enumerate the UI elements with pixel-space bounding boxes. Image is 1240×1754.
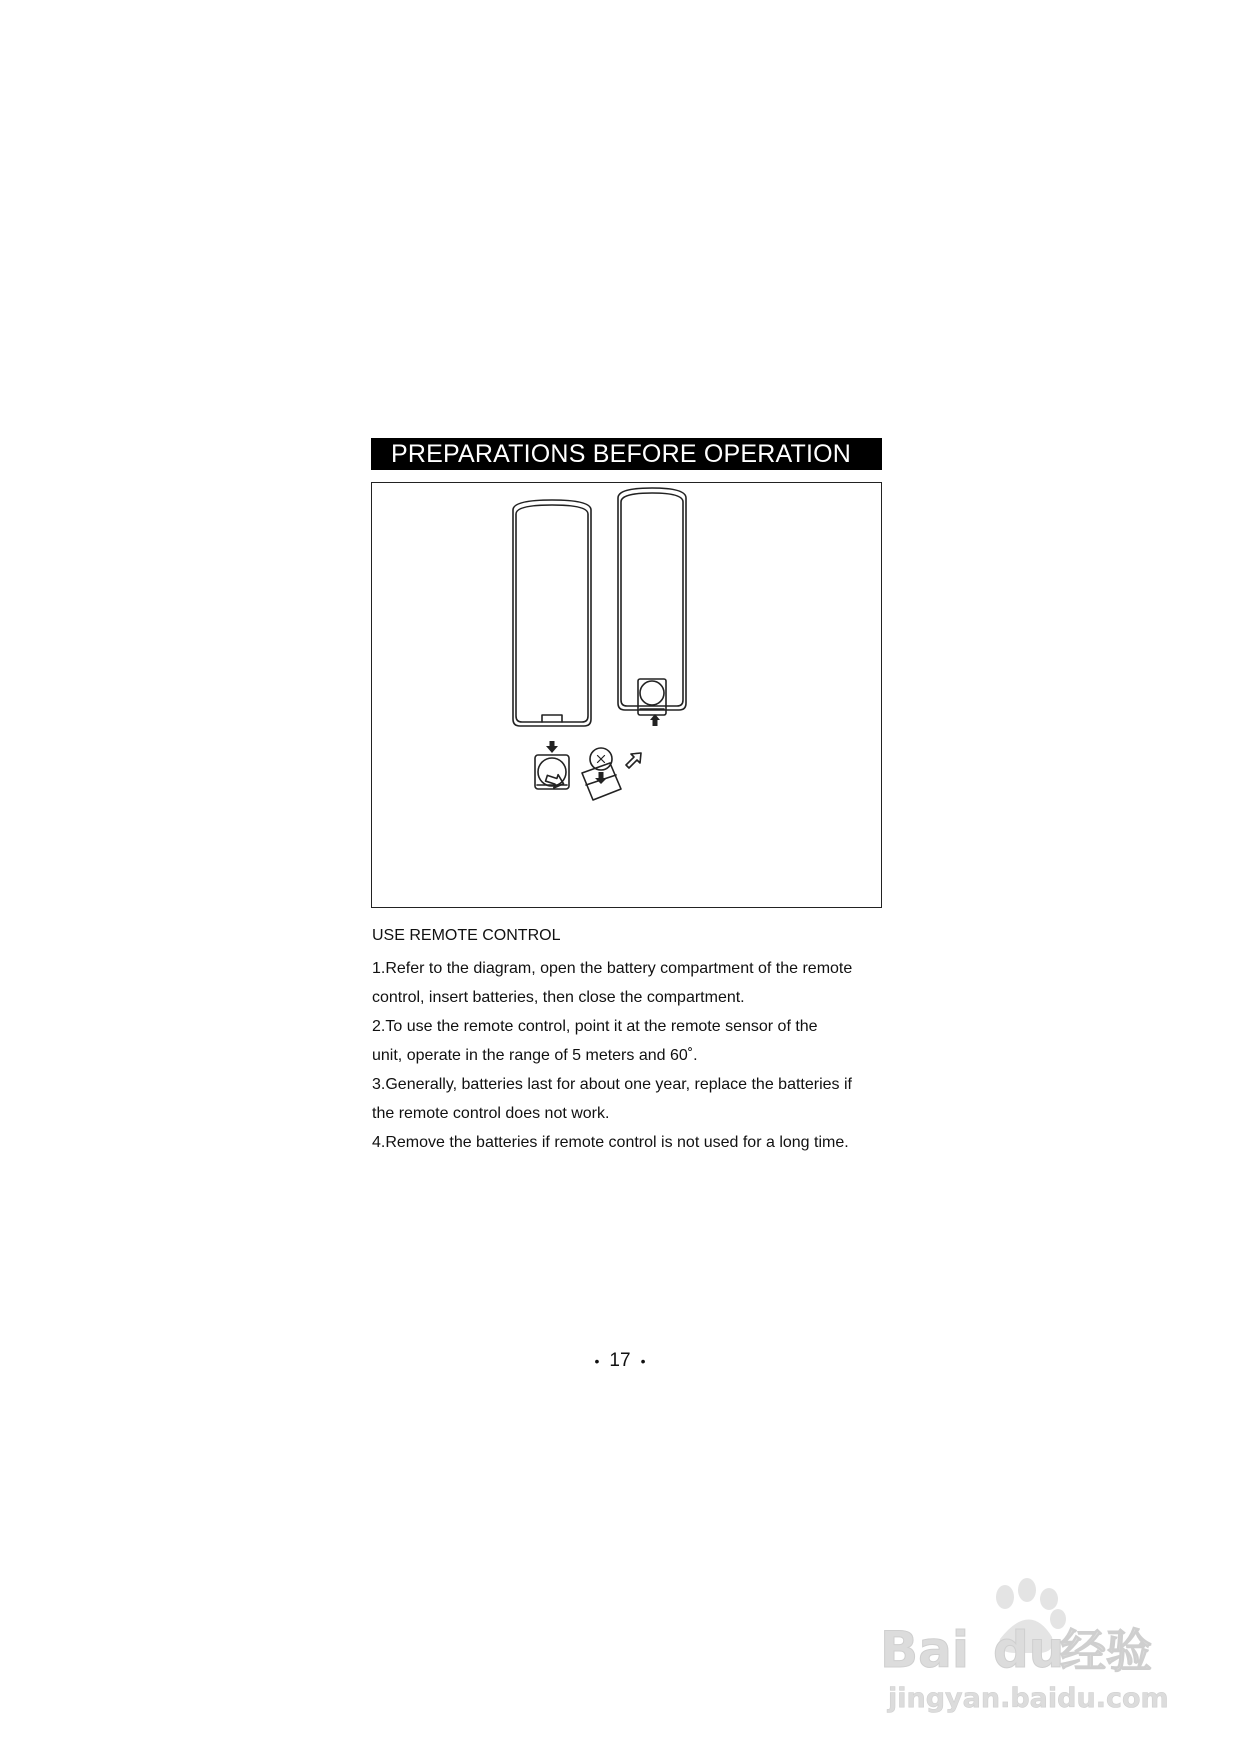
list-item <box>372 1012 892 1070</box>
step-text: unit, operate in the range of 5 meters and 60˚. <box>372 1047 698 1064</box>
remote-back-left-icon <box>513 500 591 726</box>
page-title: PREPARATIONS BEFORE OPERATION <box>371 438 882 470</box>
page-number <box>0 1349 1240 1373</box>
arrow-down-icon <box>546 741 558 753</box>
list-item <box>372 1128 892 1157</box>
instruction-list <box>372 954 892 1157</box>
watermark-logo <box>880 1575 1180 1725</box>
remote-back-right-icon <box>618 488 686 715</box>
step-text: 2.To use the remote control, point it at the remote sensor of the <box>372 1018 818 1035</box>
list-item <box>372 954 892 1012</box>
page-number-value: 17 <box>609 1350 631 1372</box>
step-text: 3.Generally, batteries last for about one year, replace the batteries if <box>372 1076 852 1093</box>
step-text: 1.Refer to the diagram, open the battery compartment of the remote <box>372 960 853 977</box>
watermark-brand-cjk: 经验 <box>1060 1624 1152 1678</box>
section-title: USE REMOTE CONTROL <box>372 927 561 944</box>
watermark-domain: jingyan.baidu.com <box>888 1683 1169 1714</box>
step-text: the remote control does not work. <box>372 1105 610 1122</box>
bullet-dot: • <box>594 1353 600 1369</box>
bullet-dot: • <box>640 1353 646 1369</box>
arrow-right-outline-icon <box>544 772 565 791</box>
step-text: control, insert batteries, then close the compartment. <box>372 989 745 1006</box>
remote-battery-replacement-diagram <box>372 483 881 907</box>
step-text: 4.Remove the batteries if remote control is not used for a long time. <box>372 1134 849 1151</box>
arrow-up-right-outline-icon <box>626 753 641 768</box>
list-item <box>372 1070 892 1128</box>
watermark-brand-a: Bai <box>880 1621 969 1679</box>
coin-battery-icon <box>582 748 621 800</box>
diagram-frame <box>371 482 882 908</box>
watermark-brand-b: du <box>993 1621 1065 1679</box>
